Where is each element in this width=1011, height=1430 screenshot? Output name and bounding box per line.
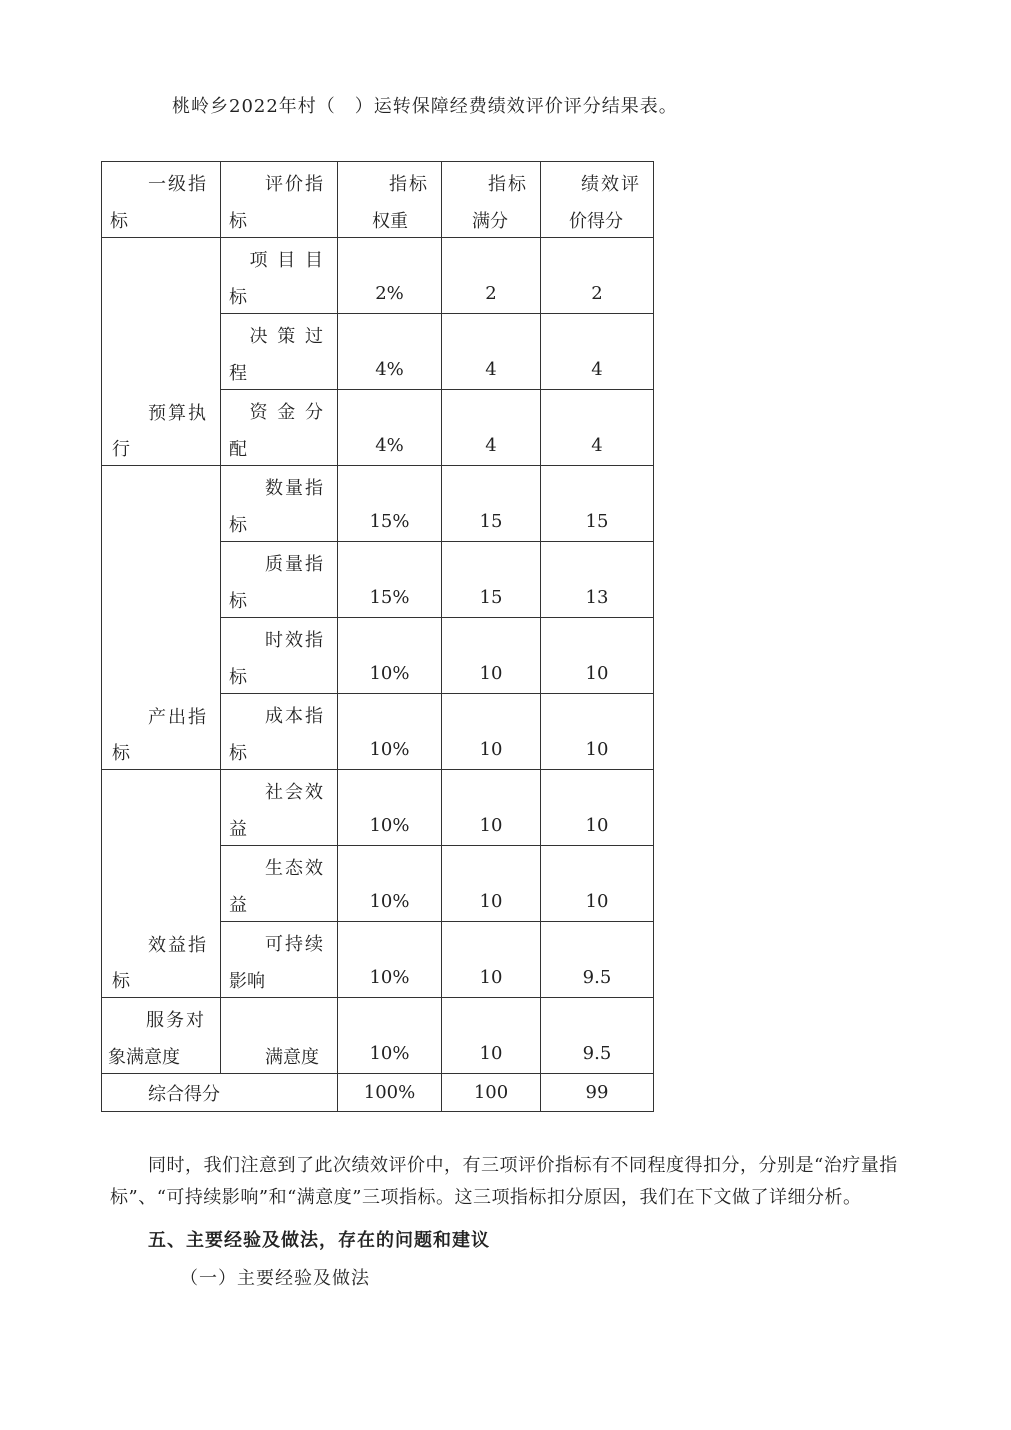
score-cell: 10	[541, 618, 654, 694]
indicator-cell: 满意度	[221, 998, 338, 1074]
weight-cell: 10%	[338, 998, 442, 1074]
weight-cell: 10%	[338, 770, 442, 846]
indicator-cell: 决 策 过 程	[221, 314, 338, 390]
weight-cell: 15%	[338, 542, 442, 618]
full-score-cell: 10	[442, 618, 541, 694]
score-cell: 13	[541, 542, 654, 618]
full-score-cell: 15	[442, 542, 541, 618]
table-row	[102, 998, 654, 1074]
full-score-cell: 10	[442, 846, 541, 922]
weight-cell: 10%	[338, 618, 442, 694]
section-heading: 五、主要经验及做法，存在的问题和建议	[148, 1230, 490, 1251]
table-row	[102, 238, 654, 314]
indicator-cell: 项 目 目 标	[221, 238, 338, 314]
weight-cell: 10%	[338, 922, 442, 998]
score-cell: 10	[541, 694, 654, 770]
weight-cell: 2%	[338, 238, 442, 314]
score-cell: 2	[541, 238, 654, 314]
score-cell: 15	[541, 466, 654, 542]
header-cell: 绩效评 价得分	[541, 162, 654, 238]
score-cell: 10	[541, 846, 654, 922]
score-cell: 10	[541, 770, 654, 846]
weight-cell: 10%	[338, 846, 442, 922]
header-cell: 指标 权重	[338, 162, 442, 238]
full-score-cell: 10	[442, 922, 541, 998]
score-cell: 9.5	[541, 922, 654, 998]
indicator-cell: 社会效 益	[221, 770, 338, 846]
total-label: 综合得分	[102, 1074, 338, 1112]
header-cell: 指标 满分	[442, 162, 541, 238]
table-row	[102, 466, 654, 542]
full-score-cell: 4	[442, 314, 541, 390]
weight-cell: 15%	[338, 466, 442, 542]
group-cell: 产出指 标	[102, 466, 221, 770]
header-cell: 评价指 标	[221, 162, 338, 238]
full-score-cell: 4	[442, 390, 541, 466]
table-row	[102, 770, 654, 846]
score-cell: 4	[541, 314, 654, 390]
total-score: 99	[541, 1074, 654, 1112]
body-paragraph: 同时，我们注意到了此次绩效评价中，有三项评价指标有不同程度得扣分，分别是“治疗量指标”、“可持续影响”和“满意度”三项指标。这三项指标扣分原因，我们在下文做了详细分析。	[110, 1155, 898, 1208]
weight-cell: 4%	[338, 390, 442, 466]
score-cell: 4	[541, 390, 654, 466]
weight-cell: 10%	[338, 694, 442, 770]
full-score-cell: 2	[442, 238, 541, 314]
full-score-cell: 15	[442, 466, 541, 542]
group-cell: 服务对 象满意度	[102, 998, 221, 1074]
table-header-row	[102, 162, 654, 238]
indicator-cell: 成本指 标	[221, 694, 338, 770]
total-weight: 100%	[338, 1074, 442, 1112]
subsection-heading: （一）主要经验及做法	[180, 1268, 370, 1289]
indicator-cell: 可持续 影响	[221, 922, 338, 998]
total-full-score: 100	[442, 1074, 541, 1112]
full-score-cell: 10	[442, 998, 541, 1074]
group-cell: 效益指 标	[102, 770, 221, 998]
header-cell: 一级指 标	[102, 162, 221, 238]
full-score-cell: 10	[442, 770, 541, 846]
total-row	[102, 1074, 654, 1112]
weight-cell: 4%	[338, 314, 442, 390]
indicator-cell: 生态效 益	[221, 846, 338, 922]
score-cell: 9.5	[541, 998, 654, 1074]
group-cell: 预算执 行	[102, 238, 221, 466]
full-score-cell: 10	[442, 694, 541, 770]
evaluation-table	[101, 161, 654, 1112]
indicator-cell: 质量指 标	[221, 542, 338, 618]
indicator-cell: 资 金 分 配	[221, 390, 338, 466]
table-caption: 桃岭乡2022年村（ ）运转保障经费绩效评价评分结果表。	[172, 96, 678, 117]
indicator-cell: 时效指 标	[221, 618, 338, 694]
indicator-cell: 数量指 标	[221, 466, 338, 542]
